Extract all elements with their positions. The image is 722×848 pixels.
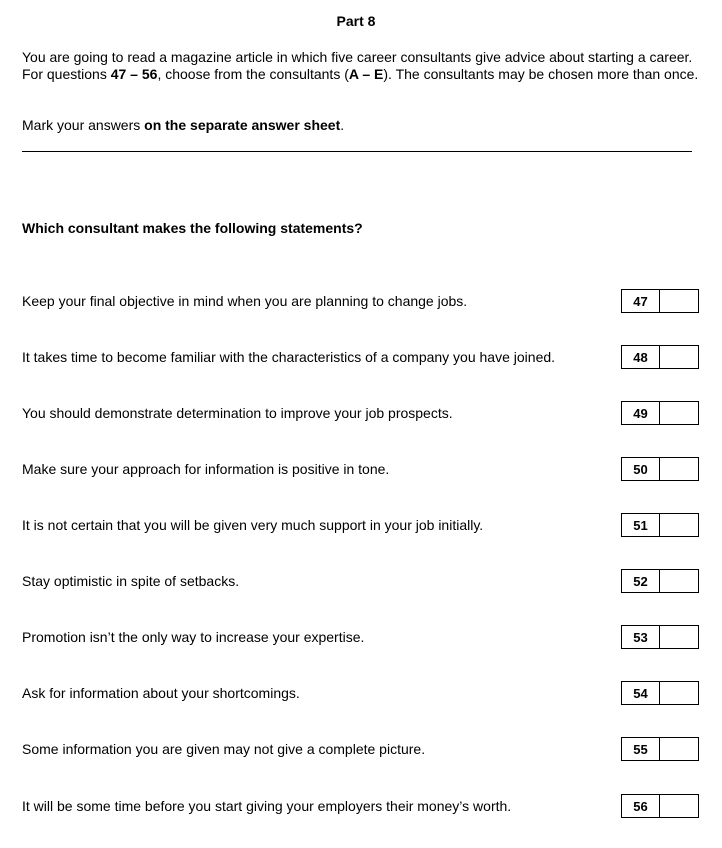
section-divider [22,151,692,152]
question-number: 52 [622,570,660,592]
instructions-text-2: , choose from the consultants ( [157,66,349,82]
question-row [0,457,722,483]
question-text: It is not certain that you will be given very much support in your job initially. [22,517,484,533]
answer-field[interactable] [660,682,698,704]
question-number: 49 [622,402,660,424]
question-row [0,569,722,595]
question-text: Keep your final objective in mind when you are planning to change jobs. [22,293,468,309]
answer-field[interactable] [660,795,698,817]
question-number: 55 [622,738,660,760]
mark-prefix: Mark your answers [22,117,145,133]
answer-box [621,625,699,649]
question-text: Promotion isn’t the only way to increase your expertise. [22,629,365,645]
answer-box [621,289,699,313]
question-text: Some information you are given may not give a complete picture. [22,741,426,757]
answer-field[interactable] [660,738,698,760]
page-title: Part 8 [336,13,376,29]
question-text: You should demonstrate determination to improve your job prospects. [22,405,453,421]
question-number: 56 [622,795,660,817]
instructions-text-3: ). The consultants may be chosen more than once. [383,66,699,82]
mark-bold: on the separate answer sheet [144,117,341,133]
question-text: Ask for information about your shortcomings. [22,685,300,701]
answer-box [621,794,699,818]
answer-box [621,737,699,761]
question-row [0,345,722,371]
question-number: 50 [622,458,660,480]
consultant-letters: A – E [348,66,384,82]
answer-field[interactable] [660,626,698,648]
answer-box [621,513,699,537]
question-row [0,794,722,820]
question-number: 51 [622,514,660,536]
answer-box [621,345,699,369]
question-text: Make sure your approach for information is positive in tone. [22,461,390,477]
answer-box [621,569,699,593]
answer-box [621,401,699,425]
question-row [0,513,722,539]
question-number: 54 [622,682,660,704]
question-number: 48 [622,346,660,368]
answer-field[interactable] [660,290,698,312]
question-row [0,681,722,707]
answer-field[interactable] [660,458,698,480]
question-row [0,401,722,427]
question-number: 53 [622,626,660,648]
question-text: Stay optimistic in spite of setbacks. [22,573,240,589]
question-text: It will be some time before you start giving your employers their money’s worth. [22,798,512,814]
question-row [0,625,722,651]
answer-field[interactable] [660,402,698,424]
answer-field[interactable] [660,570,698,592]
question-row [0,289,722,315]
answer-field[interactable] [660,346,698,368]
question-row [0,737,722,763]
question-range: 47 – 56 [110,66,158,82]
answer-box [621,457,699,481]
question-heading: Which consultant makes the following statements? [22,220,363,236]
question-text: It takes time to become familiar with the characteristics of a company you have joined. [22,349,556,365]
mark-suffix: . [340,117,345,133]
question-number: 47 [622,290,660,312]
instructions-text-1: You are going to read a magazine article in which five career consultants give advice about starting a career. For questions [22,49,693,82]
answer-sheet-instruction [22,117,344,133]
answer-box [621,681,699,705]
answer-field[interactable] [660,514,698,536]
instructions-paragraph [22,49,702,83]
